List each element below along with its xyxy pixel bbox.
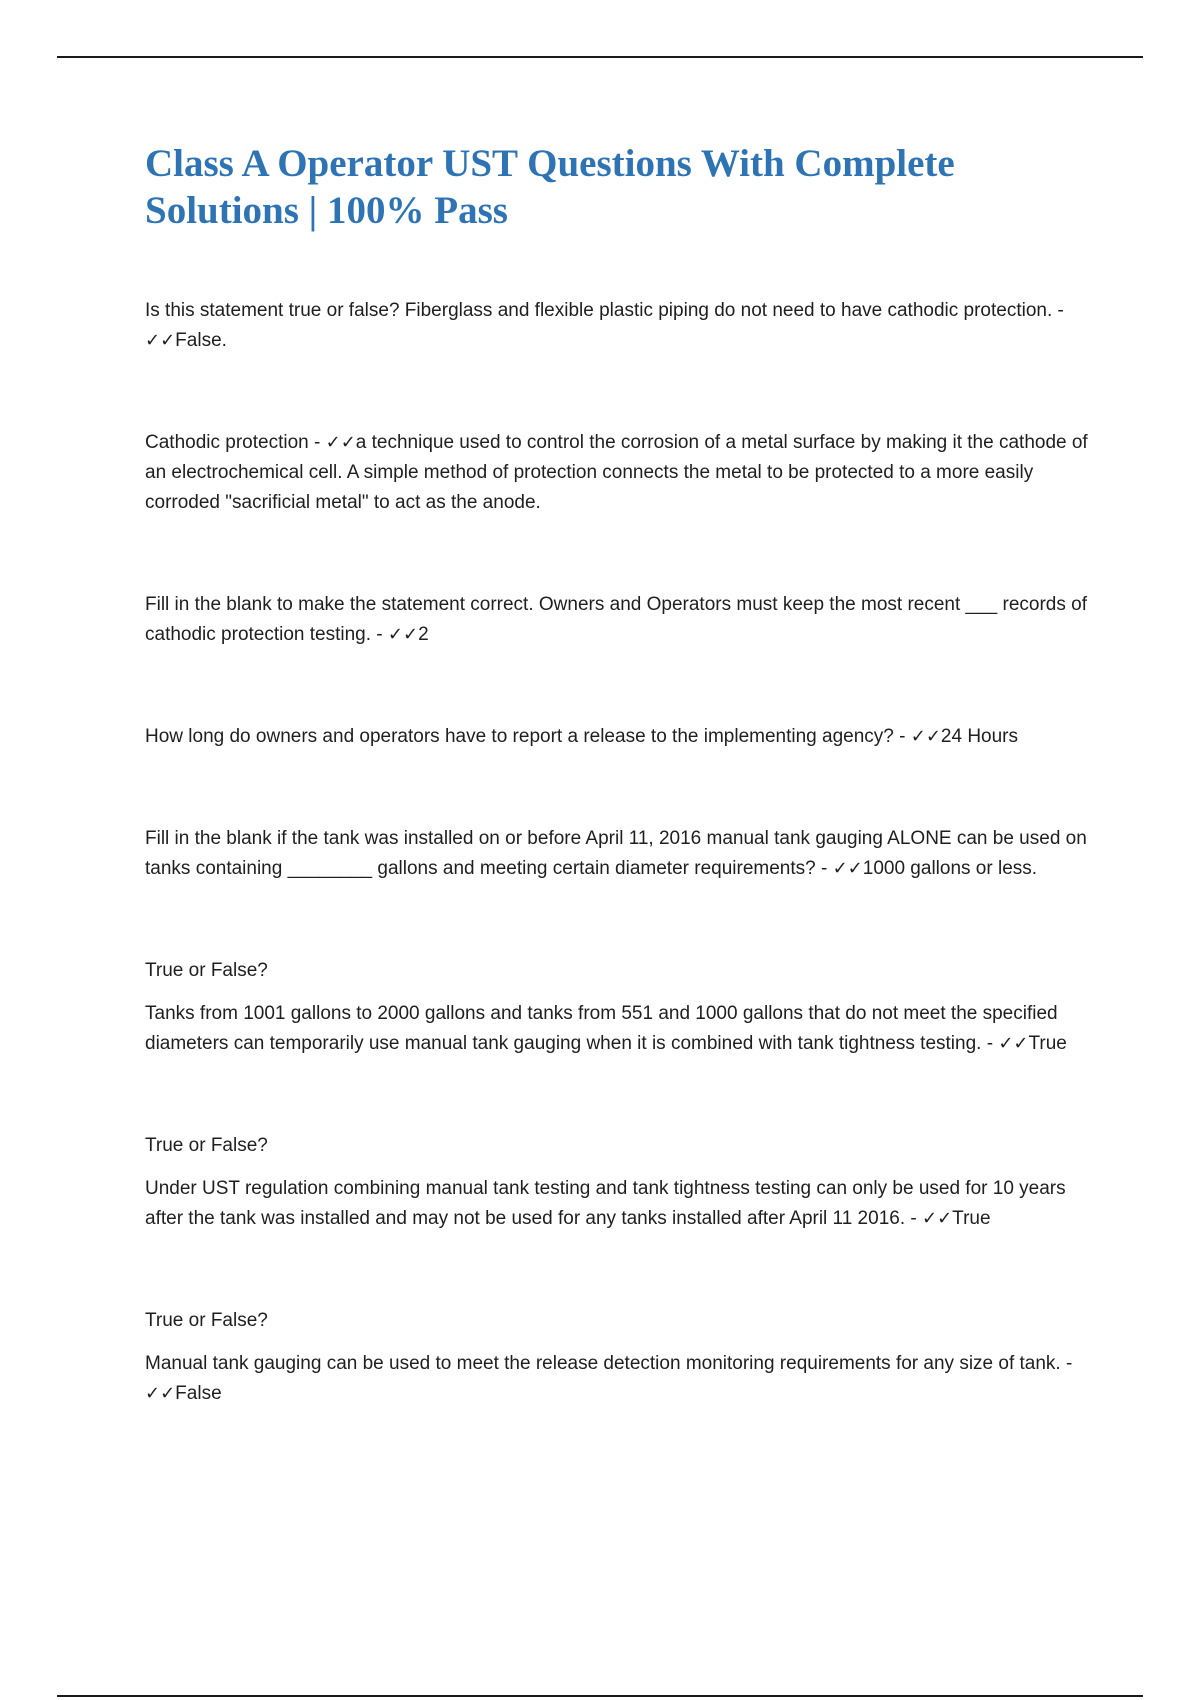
- qa-text: [145, 296, 1095, 356]
- header-rule: [57, 56, 1143, 58]
- qa-text: [145, 1349, 1095, 1409]
- double-check-icon: ✓✓: [832, 858, 863, 879]
- qa-item-4: [145, 722, 1095, 752]
- double-check-icon: ✓✓: [910, 726, 941, 747]
- qa-item-6: [145, 956, 1095, 1059]
- true-false-prompt: True or False?: [145, 960, 268, 981]
- answer-text: 24 Hours: [940, 726, 1019, 747]
- question-text: Cathodic protection -: [145, 432, 321, 453]
- answer-text: True: [952, 1208, 991, 1229]
- question-text: Under UST regulation combining manual tank testing and tank tightness testing can only be used for 10 years after the tank was installed and may not be used for any tanks installed after April 11 2016. -: [145, 1178, 1066, 1229]
- qa-item-8: [145, 1306, 1095, 1409]
- question-text: Tanks from 1001 gallons to 2000 gallons and tanks from 551 and 1000 gallons that do not meet the specified diameters can temporarily use manual tank gauging when it is combined with tank tightness testing. -: [145, 1003, 1058, 1054]
- qa-item-3: [145, 590, 1095, 650]
- double-check-icon: ✓✓: [998, 1033, 1029, 1054]
- footer-rule: [57, 1695, 1143, 1697]
- qa-text: [145, 590, 1095, 650]
- question-text: Fill in the blank if the tank was installed on or before April 11, 2016 manual tank gauging ALONE can be used on tanks containing ________ gallons and meeting certain diameter requirements? -: [145, 828, 1087, 879]
- qa-item-5: [145, 824, 1095, 884]
- double-check-icon: ✓✓: [387, 624, 419, 645]
- qa-text: [145, 722, 1095, 752]
- question-text: Is this statement true or false? Fiberglass and flexible plastic piping do not need to have cathodic protection. -: [145, 300, 1064, 321]
- true-false-prompt: True or False?: [145, 1310, 268, 1331]
- question-text: How long do owners and operators have to report a release to the implementing agency? -: [145, 726, 906, 747]
- double-check-icon: ✓✓: [325, 432, 356, 453]
- qa-text: [145, 824, 1095, 884]
- answer-text: a technique used to control the corrosion of a metal surface by making it the cathode of an electrochemical cell. A simple method of protection connects the metal to be protected to a more easily corroded "sacrificial metal" to act as the anode.: [145, 432, 1088, 513]
- qa-item-7: [145, 1131, 1095, 1234]
- qa-text: [145, 999, 1095, 1059]
- question-text: Fill in the blank to make the statement correct. Owners and Operators must keep the most recent ___ records of cathodic protection testing. -: [145, 594, 1087, 645]
- double-check-icon: ✓✓: [145, 1383, 176, 1404]
- document-title: Class A Operator UST Questions With Complete Solutions | 100% Pass: [145, 142, 955, 232]
- double-check-icon: ✓✓: [145, 330, 176, 351]
- answer-text: 1000 gallons or less.: [862, 858, 1038, 879]
- qa-text: [145, 1174, 1095, 1234]
- qa-item-2: [145, 428, 1095, 518]
- answer-text: False: [175, 1383, 222, 1404]
- qa-item-1: [145, 296, 1095, 356]
- answer-text: False.: [175, 330, 227, 351]
- true-false-prompt: True or False?: [145, 1135, 268, 1156]
- answer-text: True: [1028, 1033, 1067, 1054]
- document-body: [145, 140, 1095, 1481]
- answer-text: 2: [418, 624, 429, 645]
- qa-text: [145, 428, 1095, 518]
- double-check-icon: ✓✓: [922, 1208, 953, 1229]
- question-text: Manual tank gauging can be used to meet the release detection monitoring requirements for any size of tank. -: [145, 1353, 1073, 1374]
